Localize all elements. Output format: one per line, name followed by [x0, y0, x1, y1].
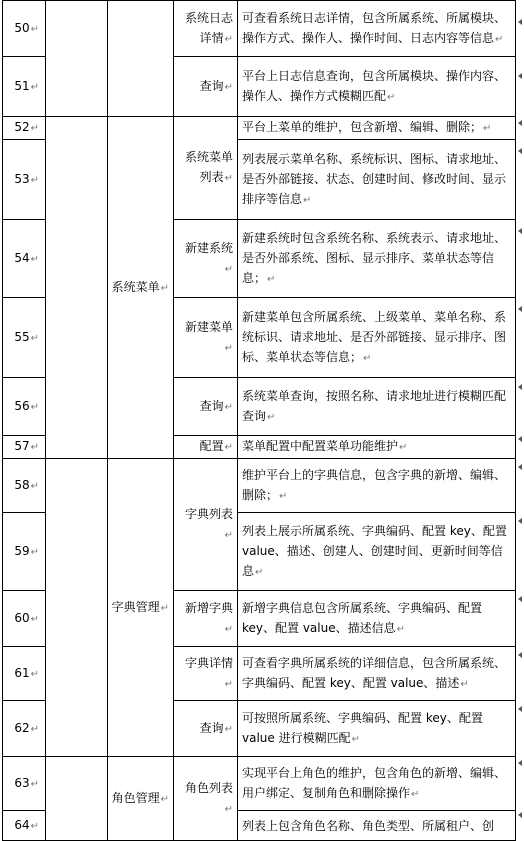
description-cell: 实现平台上角色的维护，包含角色的新增、编辑、用户绑定、复制角色和删除操作↵: [238, 757, 516, 811]
function-cell: 系统菜单列表↵: [174, 117, 238, 220]
table-row: [3, 459, 516, 513]
function-cell: 字典列表↵: [174, 459, 238, 591]
function-cell: 查询↵: [174, 57, 238, 117]
module-cell: [108, 1, 174, 117]
description-cell: 列表展示菜单名称、系统标识、图标、请求地址、是否外部链接、状态、创建时间、修改时间、显示排序等信息↵: [238, 140, 516, 220]
empty-cell: [46, 757, 108, 841]
description-cell: 平台上日志信息查询，包含所属模块、操作内容、操作人、操作方式模糊匹配↵: [238, 57, 516, 117]
function-cell: 字典详情↵: [174, 647, 238, 701]
row-number: 52↵: [3, 117, 46, 140]
description-cell: 新建系统时包含系统名称、系统表示、请求地址、是否外部系统、图标、显示排序、菜单状态等信息；↵: [238, 220, 516, 298]
row-number: 64↵: [3, 811, 46, 841]
description-cell: 平台上菜单的维护，包含新增、编辑、删除；↵: [238, 117, 516, 140]
row-end-marker: [518, 120, 522, 126]
row-number: 54↵: [3, 220, 46, 298]
row-number: 63↵: [3, 757, 46, 811]
row-number: 61↵: [3, 647, 46, 701]
empty-cell: [46, 459, 108, 757]
row-number: 50↵: [3, 1, 46, 57]
row-number: 55↵: [3, 298, 46, 378]
description-cell: 维护平台上的字典信息，包含字典的新增、编辑、删除；↵: [238, 459, 516, 513]
description-cell: 新增字典信息包含所属系统、字典编码、配置 key、配置 value、描述信息↵: [238, 591, 516, 647]
row-end-marker: [518, 464, 522, 470]
row-end-marker: [518, 652, 522, 658]
row-number: 56↵: [3, 378, 46, 436]
description-cell: 可按照所属系统、字典编码、配置 key、配置 value 进行模糊匹配↵: [238, 701, 516, 757]
description-cell: 可查看系统日志详情，包含所属系统、所属模块、操作方式、操作人、操作时间、日志内容等信息↵: [238, 1, 516, 57]
function-cell: 查询↵: [174, 378, 238, 436]
row-end-marker: [518, 596, 522, 602]
function-cell: 角色列表↵: [174, 757, 238, 841]
row-number: 53↵: [3, 140, 46, 220]
row-end-marker: [518, 148, 522, 154]
function-cell: 查询↵: [174, 701, 238, 757]
table-row: [3, 1, 516, 57]
row-end-marker: [518, 706, 522, 712]
description-cell: 菜单配置中配置菜单功能维护↵: [238, 436, 516, 459]
function-cell: 系统日志详情↵: [174, 1, 238, 57]
description-cell: 列表上包含角色名称、角色类型、所属租户、创: [238, 811, 516, 841]
row-number: 62↵: [3, 701, 46, 757]
row-end-marker: [518, 19, 522, 25]
row-number: 58↵: [3, 459, 46, 513]
module-cell: 字典管理↵: [108, 459, 174, 757]
row-end-marker: [518, 760, 522, 766]
table-row: [3, 117, 516, 140]
function-cell: 新建系统↵: [174, 220, 238, 298]
module-cell: 角色管理↵: [108, 757, 174, 841]
description-cell: 列表上展示所属系统、字典编码、配置 key、配置 value、描述、创建人、创建时间、更新时间等信息↵: [238, 513, 516, 591]
row-end-marker: [518, 306, 522, 312]
row-number: 60↵: [3, 591, 46, 647]
description-cell: 新建菜单包含所属系统、上级菜单、菜单名称、系统标识、请求地址、是否外部链接、显示排序、图标、菜单状态等信息；↵: [238, 298, 516, 378]
row-end-marker: [518, 518, 522, 524]
row-end-marker: [518, 228, 522, 234]
row-end-marker: [518, 384, 522, 390]
description-cell: 系统菜单查询，按照名称、请求地址进行模糊匹配查询↵: [238, 378, 516, 436]
function-cell: 新建菜单↵: [174, 298, 238, 378]
row-number: 59↵: [3, 513, 46, 591]
function-cell: 新增字典↵: [174, 591, 238, 647]
requirements-table: [2, 0, 516, 841]
module-cell: 系统菜单↵: [108, 117, 174, 459]
row-end-marker: [518, 73, 522, 79]
table-row: [3, 757, 516, 811]
row-number: 57↵: [3, 436, 46, 459]
empty-cell: [46, 117, 108, 459]
row-number: 51↵: [3, 57, 46, 117]
row-end-marker: [518, 436, 522, 442]
row-end-marker: [518, 812, 522, 818]
empty-cell: [46, 1, 108, 117]
function-cell: 配置↵: [174, 436, 238, 459]
description-cell: 可查看字典所属系统的详细信息，包含所属系统、字典编码、配置 key、配置 value、描述↵: [238, 647, 516, 701]
